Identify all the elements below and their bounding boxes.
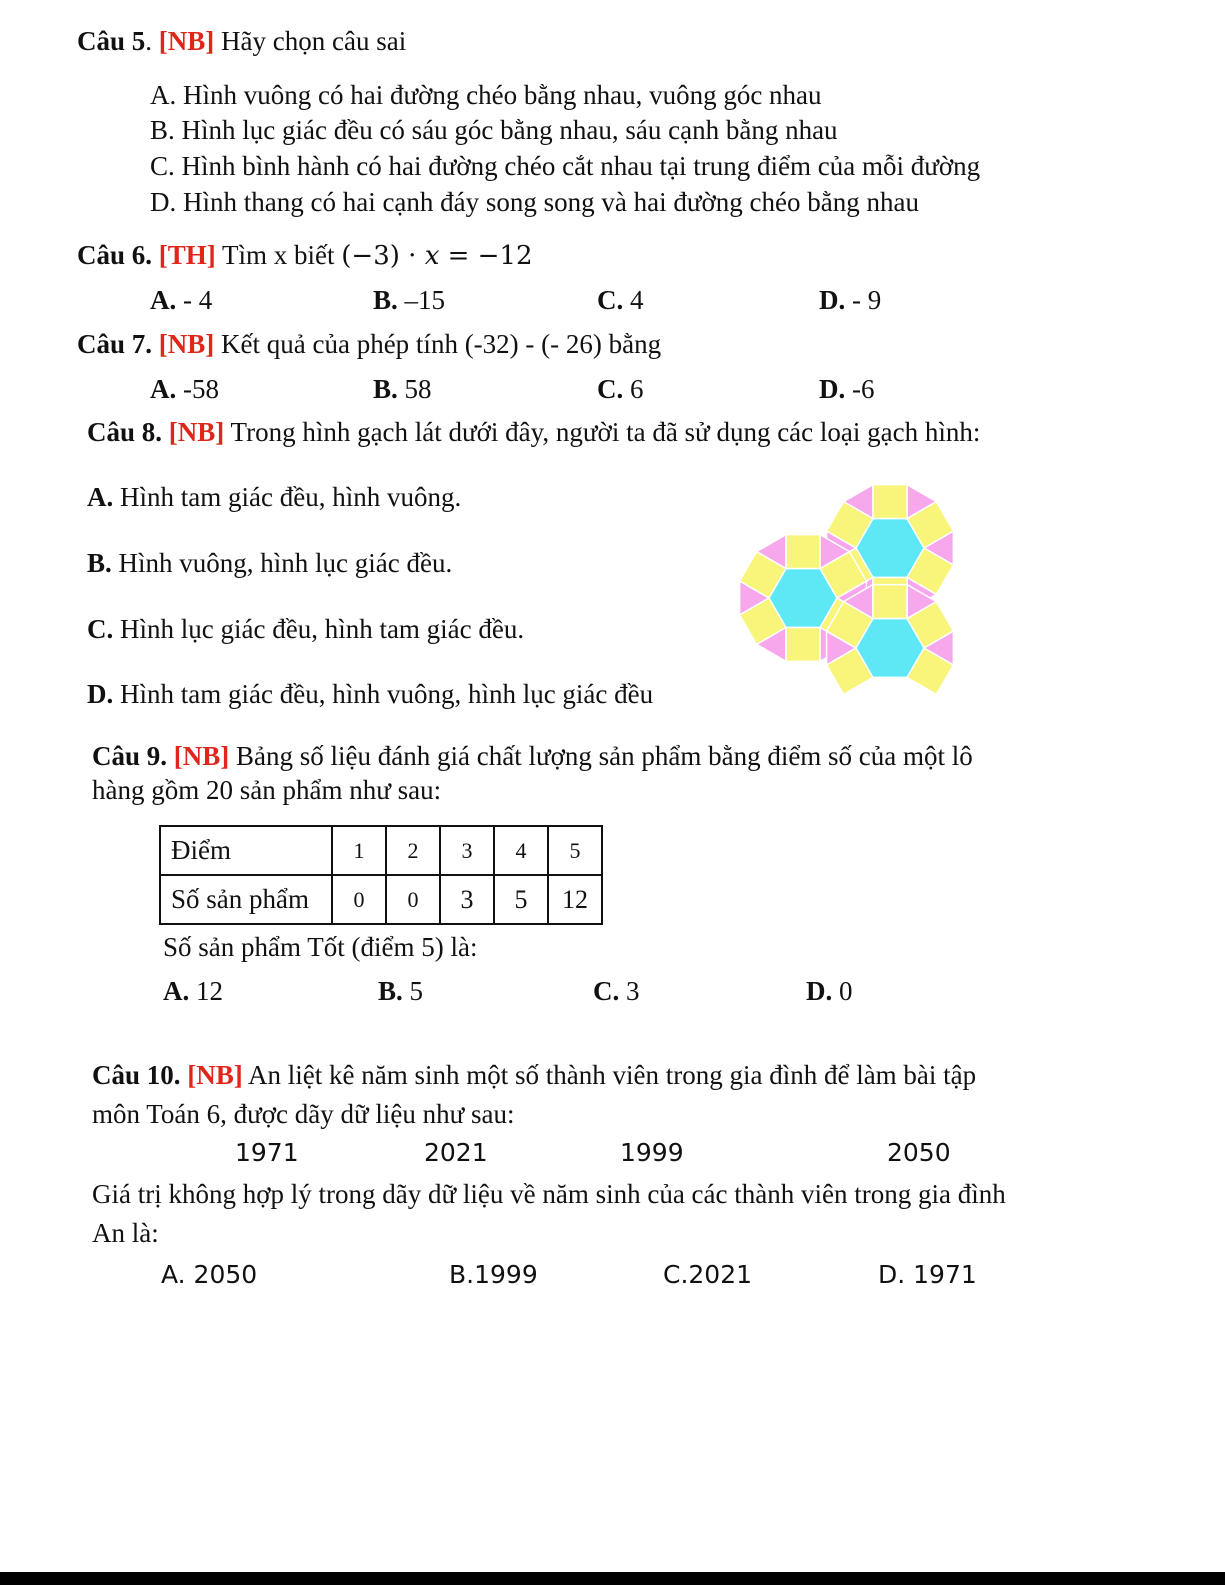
q7-option-a-value: -58 — [176, 374, 219, 404]
table-cell: 0 — [332, 875, 386, 924]
q6-option-b-letter: B. — [373, 285, 398, 315]
q7-option-d — [819, 374, 875, 405]
q6-tag: [TH] — [158, 240, 216, 270]
q7-option-d-letter: D. — [819, 374, 846, 404]
q5-label: Câu 5 — [77, 26, 146, 56]
q9-option-a-value: 12 — [189, 976, 223, 1006]
q7-label: Câu 7. — [77, 329, 153, 359]
q7-option-c — [597, 374, 644, 405]
q8-option-d-letter: D. — [87, 679, 114, 709]
q5-tag: [NB] — [158, 26, 215, 56]
q6-option-c-letter: C. — [597, 285, 624, 315]
q5-stem — [77, 26, 406, 57]
table-cell: 12 — [548, 875, 602, 924]
q7-text: Kết quả của phép tính (-32) - (- 26) bằng — [221, 329, 662, 359]
q8-option-b-value: Hình vuông, hình lục giác đều. — [111, 548, 453, 578]
q5-option-b: B. Hình lục giác đều có sáu góc bằng nhau, sáu cạnh bằng nhau — [150, 115, 838, 145]
q6-text: Tìm x biết — [222, 240, 335, 270]
q8-option-a-letter: A. — [87, 482, 114, 512]
q9-option-a — [163, 976, 223, 1007]
table-row — [160, 826, 602, 875]
q6-equation — [341, 241, 532, 271]
q10-text-line1: An liệt kê năm sinh một số thành viên trong gia đình để làm bài tập — [248, 1060, 977, 1090]
q6-option-b-value: –15 — [397, 285, 446, 315]
square-tile — [873, 585, 907, 619]
q9-option-a-letter: A. — [163, 976, 190, 1006]
square-tile — [873, 485, 907, 519]
q5-option-d: D. Hình thang có hai cạnh đáy song song và hai đường chéo bằng nhau — [150, 187, 919, 217]
q8-option-a — [87, 482, 461, 513]
q6-option-a — [150, 285, 212, 316]
q9-option-d — [806, 976, 853, 1007]
q10-stem-line2: môn Toán 6, được dãy dữ liệu như sau: — [92, 1099, 515, 1129]
q9-label: Câu 9. — [92, 741, 168, 771]
q10-option-c: C.2021 — [663, 1260, 753, 1289]
q8-option-b-letter: B. — [87, 548, 112, 578]
q8-text: Trong hình gạch lát dưới đây, người ta đã sử dụng các loại gạch hình: — [230, 417, 981, 447]
q9-option-d-value: 0 — [832, 976, 853, 1006]
q9-option-b-letter: B. — [378, 976, 403, 1006]
q8-option-b — [87, 548, 452, 579]
table-cell: 1 — [332, 826, 386, 875]
table-header-diem: Điểm — [160, 826, 332, 875]
q6-eq-right: = −12 — [439, 241, 533, 271]
q8-stem — [87, 417, 980, 448]
q7-option-b-letter: B. — [373, 374, 398, 404]
q9-option-c-letter: C. — [593, 976, 620, 1006]
q5-option-c: C. Hình bình hành có hai đường chéo cắt nhau tại trung điểm của mỗi đường — [150, 151, 981, 181]
square-tile — [786, 627, 820, 661]
q9-question: Số sản phẩm Tốt (điểm 5) là: — [163, 932, 478, 962]
q8-tag: [NB] — [168, 417, 225, 447]
q6-option-c — [597, 285, 644, 316]
q10-year-2: 2021 — [424, 1138, 488, 1167]
table-cell: 5 — [494, 875, 548, 924]
q10-stem-line4: An là: — [92, 1218, 159, 1248]
score-table — [159, 825, 603, 925]
q5-dot: . — [145, 26, 153, 56]
q6-label: Câu 6. — [77, 240, 153, 270]
q7-option-d-value: -6 — [845, 374, 875, 404]
table-cell: 3 — [440, 875, 494, 924]
q10-tag: [NB] — [187, 1060, 243, 1090]
q10-year-4: 2050 — [887, 1138, 951, 1167]
q10-stem-line1 — [92, 1060, 976, 1091]
q10-option-d: D. 1971 — [878, 1260, 977, 1289]
q6-option-a-value: - 4 — [176, 285, 213, 315]
q8-option-d — [87, 679, 653, 710]
q6-option-c-value: 4 — [623, 285, 644, 315]
table-cell: 5 — [548, 826, 602, 875]
q6-option-d-letter: D. — [819, 285, 846, 315]
q7-stem — [77, 329, 661, 360]
q8-option-c-letter: C. — [87, 614, 114, 644]
q7-option-b — [373, 374, 432, 405]
q9-stem-line1 — [92, 741, 973, 772]
q9-stem-line2: hàng gồm 20 sản phẩm như sau: — [92, 775, 442, 805]
q6-stem — [77, 240, 533, 272]
square-tile — [786, 535, 820, 569]
q9-option-c — [593, 976, 640, 1007]
q10-stem-line3: Giá trị không hợp lý trong dãy dữ liệu về năm sinh của các thành viên trong gia đình — [92, 1179, 1006, 1209]
q5-text: Hãy chọn câu sai — [221, 26, 407, 56]
tiling-figure — [730, 475, 970, 695]
q5-option-a: A. Hình vuông có hai đường chéo bằng nhau, vuông góc nhau — [150, 80, 822, 110]
q10-option-a: A. 2050 — [161, 1260, 258, 1289]
q8-option-a-value: Hình tam giác đều, hình vuông. — [113, 482, 462, 512]
table-row — [160, 875, 602, 924]
q8-option-c-value: Hình lục giác đều, hình tam giác đều. — [113, 614, 525, 644]
q9-tag: [NB] — [173, 741, 230, 771]
q6-option-d-value: - 9 — [845, 285, 882, 315]
table-header-so-san-pham: Số sản phẩm — [160, 875, 332, 924]
q7-option-c-value: 6 — [623, 374, 644, 404]
q9-text-line1: Bảng số liệu đánh giá chất lượng sản phẩm bằng điểm số của một lô — [236, 741, 973, 771]
q9-option-b — [378, 976, 423, 1007]
q7-option-c-letter: C. — [597, 374, 624, 404]
q9-option-b-value: 5 — [402, 976, 424, 1006]
q6-option-d — [819, 285, 881, 316]
table-cell: 4 — [494, 826, 548, 875]
q9-option-d-letter: D. — [806, 976, 833, 1006]
q10-year-3: 1999 — [620, 1138, 684, 1167]
page-bottom-border — [0, 1572, 1225, 1585]
q10-year-1: 1971 — [235, 1138, 299, 1167]
q8-option-d-value: Hình tam giác đều, hình vuông, hình lục giác đều — [113, 679, 654, 709]
q7-option-b-value: 58 — [397, 374, 432, 404]
q10-label: Câu 10. — [92, 1060, 181, 1090]
q7-option-a-letter: A. — [150, 374, 177, 404]
q6-eq-left: (−3) · — [341, 241, 425, 271]
q6-option-b — [373, 285, 445, 316]
table-cell: 0 — [386, 875, 440, 924]
table-cell: 3 — [440, 826, 494, 875]
q7-option-a — [150, 374, 219, 405]
q6-option-a-letter: A. — [150, 285, 177, 315]
table-cell: 2 — [386, 826, 440, 875]
q7-tag: [NB] — [158, 329, 215, 359]
q10-option-b: B.1999 — [449, 1260, 538, 1289]
q9-option-c-value: 3 — [619, 976, 640, 1006]
q8-label: Câu 8. — [87, 417, 163, 447]
q8-option-c — [87, 614, 524, 645]
q6-eq-var: x — [424, 241, 440, 271]
